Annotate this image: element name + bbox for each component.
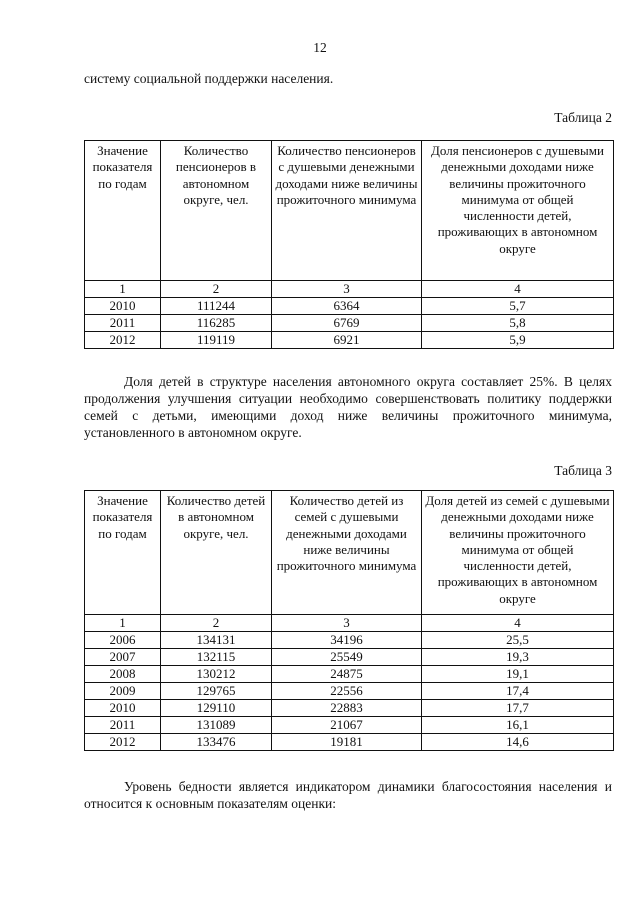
table2-header-row (85, 141, 614, 281)
table-cell: 119119 (161, 332, 272, 349)
table-cell: 2008 (85, 666, 161, 683)
table2-number-row (85, 281, 614, 298)
table-cell: 5,9 (422, 332, 614, 349)
table-cell: 116285 (161, 315, 272, 332)
table-2 (84, 140, 614, 349)
table3-header-year: Значение показателя по годам (85, 491, 161, 615)
table-row (85, 332, 614, 349)
table-cell: 17,7 (422, 700, 614, 717)
table-row (85, 734, 614, 751)
table-cell: 19181 (272, 734, 422, 751)
table-row (85, 700, 614, 717)
table-cell: 111244 (161, 298, 272, 315)
table2-header-pensioners: Количество пенсионеров в автономном округе, чел. (161, 141, 272, 281)
table-cell: 6921 (272, 332, 422, 349)
table-cell: 5,8 (422, 315, 614, 332)
table-cell: 129110 (161, 700, 272, 717)
table3-header-low-income: Количество детей из семей с душевыми денежными доходами ниже величины прожиточного минимума (272, 491, 422, 615)
table-cell: 16,1 (422, 717, 614, 734)
table-cell: 25549 (272, 649, 422, 666)
table-cell: 130212 (161, 666, 272, 683)
table-cell: 2010 (85, 700, 161, 717)
table-cell: 2 (161, 615, 272, 632)
table-row (85, 717, 614, 734)
table3-caption: Таблица 3 (554, 463, 612, 478)
table-cell: 2011 (85, 315, 161, 332)
table-row (85, 683, 614, 700)
table-cell: 1 (85, 615, 161, 632)
table-cell: 132115 (161, 649, 272, 666)
table-cell: 3 (272, 281, 422, 298)
table-cell: 2006 (85, 632, 161, 649)
table-cell: 2012 (85, 734, 161, 751)
table-cell: 3 (272, 615, 422, 632)
table-cell: 19,3 (422, 649, 614, 666)
table-cell: 2012 (85, 332, 161, 349)
table-cell: 2009 (85, 683, 161, 700)
table-cell: 17,4 (422, 683, 614, 700)
table-cell: 22883 (272, 700, 422, 717)
table-cell: 34196 (272, 632, 422, 649)
table-3 (84, 490, 614, 751)
table-cell: 6769 (272, 315, 422, 332)
table-cell: 4 (422, 615, 614, 632)
table-cell: 129765 (161, 683, 272, 700)
table-cell: 2007 (85, 649, 161, 666)
table3-header-share: Доля детей из семей с душевыми денежными доходами ниже величины прожиточного минимума от общей численности детей, проживающих в автономном округе (422, 491, 614, 615)
table-cell: 2011 (85, 717, 161, 734)
table-cell: 131089 (161, 717, 272, 734)
table-row (85, 666, 614, 683)
paragraph-children-share: Доля детей в структуре населения автономного округа составляет 25%. В целях продолжения улучшения ситуации необходимо совершенствовать политику поддержки семей с детьми, имеющими доход ниже величины прожиточного минимума, установленного в автономном округе. (84, 374, 612, 440)
table3-header-row (85, 491, 614, 615)
intro-text: систему социальной поддержки населения. (84, 71, 334, 86)
table-cell: 134131 (161, 632, 272, 649)
table-cell: 22556 (272, 683, 422, 700)
table-cell: 2 (161, 281, 272, 298)
table2-header-year: Значение показателя по годам (85, 141, 161, 281)
table-cell: 21067 (272, 717, 422, 734)
table-cell: 4 (422, 281, 614, 298)
table-cell: 2010 (85, 298, 161, 315)
table-cell: 14,6 (422, 734, 614, 751)
table-cell: 1 (85, 281, 161, 298)
table-cell: 5,7 (422, 298, 614, 315)
table-row (85, 298, 614, 315)
table2-caption: Таблица 2 (554, 110, 612, 125)
table-row (85, 632, 614, 649)
table2-header-low-income: Количество пенсионеров с душевыми денежными доходами ниже величины прожиточного минимума (272, 141, 422, 281)
paragraph-poverty-level: Уровень бедности является индикатором динамики благосостояния населения и относится к основным показателям оценки: (84, 779, 612, 811)
table-cell: 6364 (272, 298, 422, 315)
table3-number-row (85, 615, 614, 632)
table-row (85, 315, 614, 332)
table-cell: 25,5 (422, 632, 614, 649)
table-row (85, 649, 614, 666)
table-cell: 24875 (272, 666, 422, 683)
table2-header-share: Доля пенсионеров с душевыми денежными доходами ниже величины прожиточного минимума от общей численности детей, проживающих в автономном округе (422, 141, 614, 281)
page-number: 12 (313, 40, 327, 55)
table-cell: 133476 (161, 734, 272, 751)
table3-header-children: Количество детей в автономном округе, чел. (161, 491, 272, 615)
table-cell: 19,1 (422, 666, 614, 683)
